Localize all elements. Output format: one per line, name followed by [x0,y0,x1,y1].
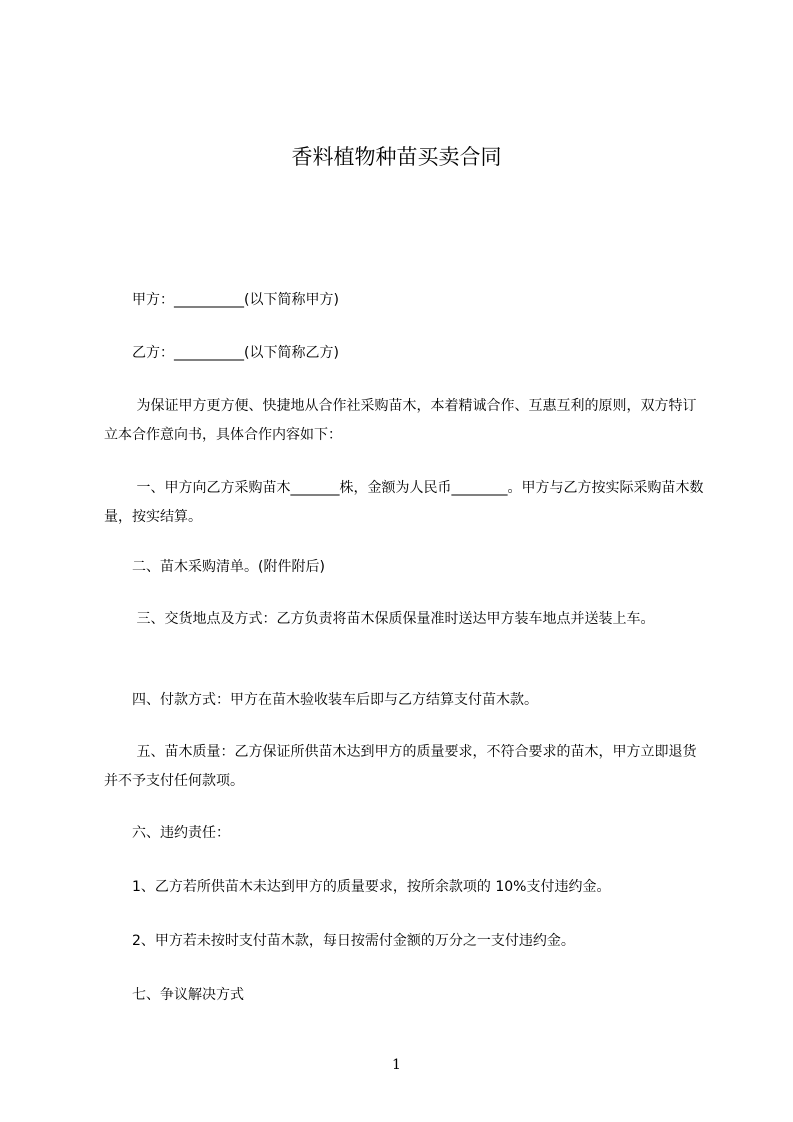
document-title: 香料植物种苗买卖合同 [291,145,502,169]
party-b-line: 乙方：__________(以下简称乙方) [104,345,339,361]
clause-6-item-2: 2、甲方若未按时支付苗木款，每日按需付金额的万分之一支付违约金。 [104,933,575,949]
party-a-line: 甲方：__________(以下简称甲方) [104,292,339,308]
clause-2: 二、苗木采购清单。(附件附后) [104,559,325,575]
clause-5: 五、苗木质量：乙方保证所供苗木达到甲方的质量要求，不符合要求的苗木，甲方立即退货并不予支付任何款项。 [104,744,697,789]
page-number: 1 [392,1057,401,1073]
clause-6-item-1: 1、乙方若所供苗木未达到甲方的质量要求，按所余款项的 10%支付违约金。 [104,879,611,895]
clause-1: 一、甲方向乙方采购苗木_______株，金额为人民币________。甲方与乙方按实际采购苗木数量，按实结算。 [104,480,704,525]
clause-3: 三、交货地点及方式：乙方负责将苗木保质保量准时送达甲方装车地点并送装上车。 [104,611,655,627]
clause-4: 四、付款方式：甲方在苗木验收装车后即与乙方结算支付苗木款。 [104,692,538,708]
clause-6: 六、违约责任： [104,825,230,841]
intro-paragraph: 为保证甲方更方便、快捷地从合作社采购苗木，本着精诚合作、互惠互利的原则，双方特订立本合作意向书，具体合作内容如下： [104,398,697,443]
clause-7: 七、争议解决方式 [104,987,244,1003]
